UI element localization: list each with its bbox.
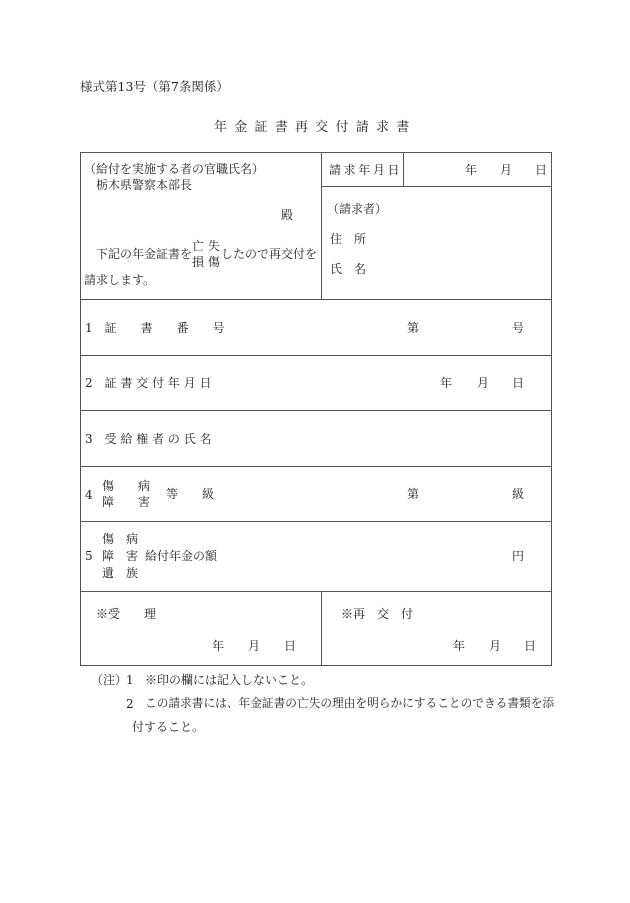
page-title: 年 金 証 書 再 交 付 請 求 書 — [214, 120, 411, 135]
request-date-label: 請求年月日 — [329, 163, 403, 177]
grade-row-number: 4 — [85, 488, 93, 502]
certificate-number-prefix[interactable]: 第 — [407, 321, 420, 335]
table-border-bottom — [80, 665, 552, 666]
row1-top-line — [80, 299, 552, 300]
reason-lost: 亡 失 — [192, 239, 220, 253]
issue-date-year[interactable]: 年 — [440, 376, 453, 390]
receipt-month: 月 — [248, 639, 261, 653]
note-1-number: 1 — [126, 673, 134, 687]
request-date-month[interactable]: 月 — [500, 163, 513, 177]
reissue-day: 日 — [524, 639, 537, 653]
table-border-left — [80, 152, 81, 666]
receipt-day: 日 — [284, 639, 297, 653]
header-column-divider — [321, 152, 322, 300]
addressee-name: 栃木県警察本部長 — [96, 178, 193, 192]
table-border-right — [551, 152, 552, 666]
note-2-text-line2: 付すること。 — [132, 720, 205, 734]
name-label[interactable]: 氏 名 — [330, 262, 367, 276]
receipt-year: 年 — [212, 639, 225, 653]
footer-top-line — [80, 591, 552, 592]
request-date-year[interactable]: 年 — [465, 163, 478, 177]
request-text-line2: 請求します。 — [84, 273, 156, 287]
pension-row-number: 5 — [85, 549, 93, 563]
row4-top-line — [80, 466, 552, 467]
addressee-label: （給付を実施する者の官職氏名） — [84, 162, 265, 176]
pension-amount-unit[interactable]: 円 — [512, 549, 525, 563]
issue-date-month[interactable]: 月 — [477, 376, 490, 390]
row2-top-line — [80, 355, 552, 356]
header-date-divider — [321, 186, 552, 187]
grade-prefix[interactable]: 第 — [407, 487, 420, 501]
pension-amount-label: 給付年金の額 — [145, 549, 218, 563]
footer-column-divider — [321, 591, 322, 666]
note-1-text: ※印の欄には記入しないこと。 — [145, 673, 314, 687]
note-2-text-line1: この請求書には、年金証書の亡失の理由を明らかにすることのできる書類を添 — [145, 696, 555, 710]
certificate-number-suffix[interactable]: 号 — [512, 321, 525, 335]
reason-damaged: 損 傷 — [192, 255, 220, 269]
notes-heading: （注） — [91, 673, 128, 687]
address-label[interactable]: 住 所 — [330, 232, 367, 246]
reissue-year: 年 — [453, 639, 466, 653]
reissue-label: ※再 交 付 — [341, 607, 414, 621]
requester-label: （請求者） — [327, 202, 388, 216]
request-text-prefix: 下記の年金証書を — [96, 247, 193, 261]
certificate-number-label: 1 証 書 番 号 — [85, 321, 225, 335]
note-2-number: 2 — [126, 697, 134, 711]
honorific: 殿 — [281, 208, 294, 222]
table-border-top — [80, 152, 552, 153]
date-label-divider — [403, 152, 404, 187]
pension-type-disability: 障 害 — [102, 549, 139, 563]
request-date-day[interactable]: 日 — [535, 163, 548, 177]
issue-date-label: 2 証 書 交 付 年 月 日 — [85, 376, 212, 390]
grade-suffix[interactable]: 級 — [512, 487, 525, 501]
receipt-label: ※受 理 — [96, 607, 157, 621]
row5-top-line — [80, 521, 552, 522]
form-number: 様式第13号（第7条関係） — [80, 79, 229, 94]
pension-type-survivor: 遺 族 — [102, 566, 139, 580]
grade-label: 等 級 — [166, 487, 215, 501]
request-text-suffix: したので再交付を — [221, 247, 318, 261]
reissue-month: 月 — [489, 639, 502, 653]
grade-label-disability: 障 害 — [102, 495, 151, 509]
row3-top-line — [80, 410, 552, 411]
beneficiary-name-label: 3 受 給 権 者 の 氏 名 — [85, 432, 212, 446]
pension-type-injury: 傷 病 — [102, 532, 139, 546]
grade-label-injury: 傷 病 — [102, 479, 151, 493]
issue-date-day[interactable]: 日 — [512, 376, 525, 390]
